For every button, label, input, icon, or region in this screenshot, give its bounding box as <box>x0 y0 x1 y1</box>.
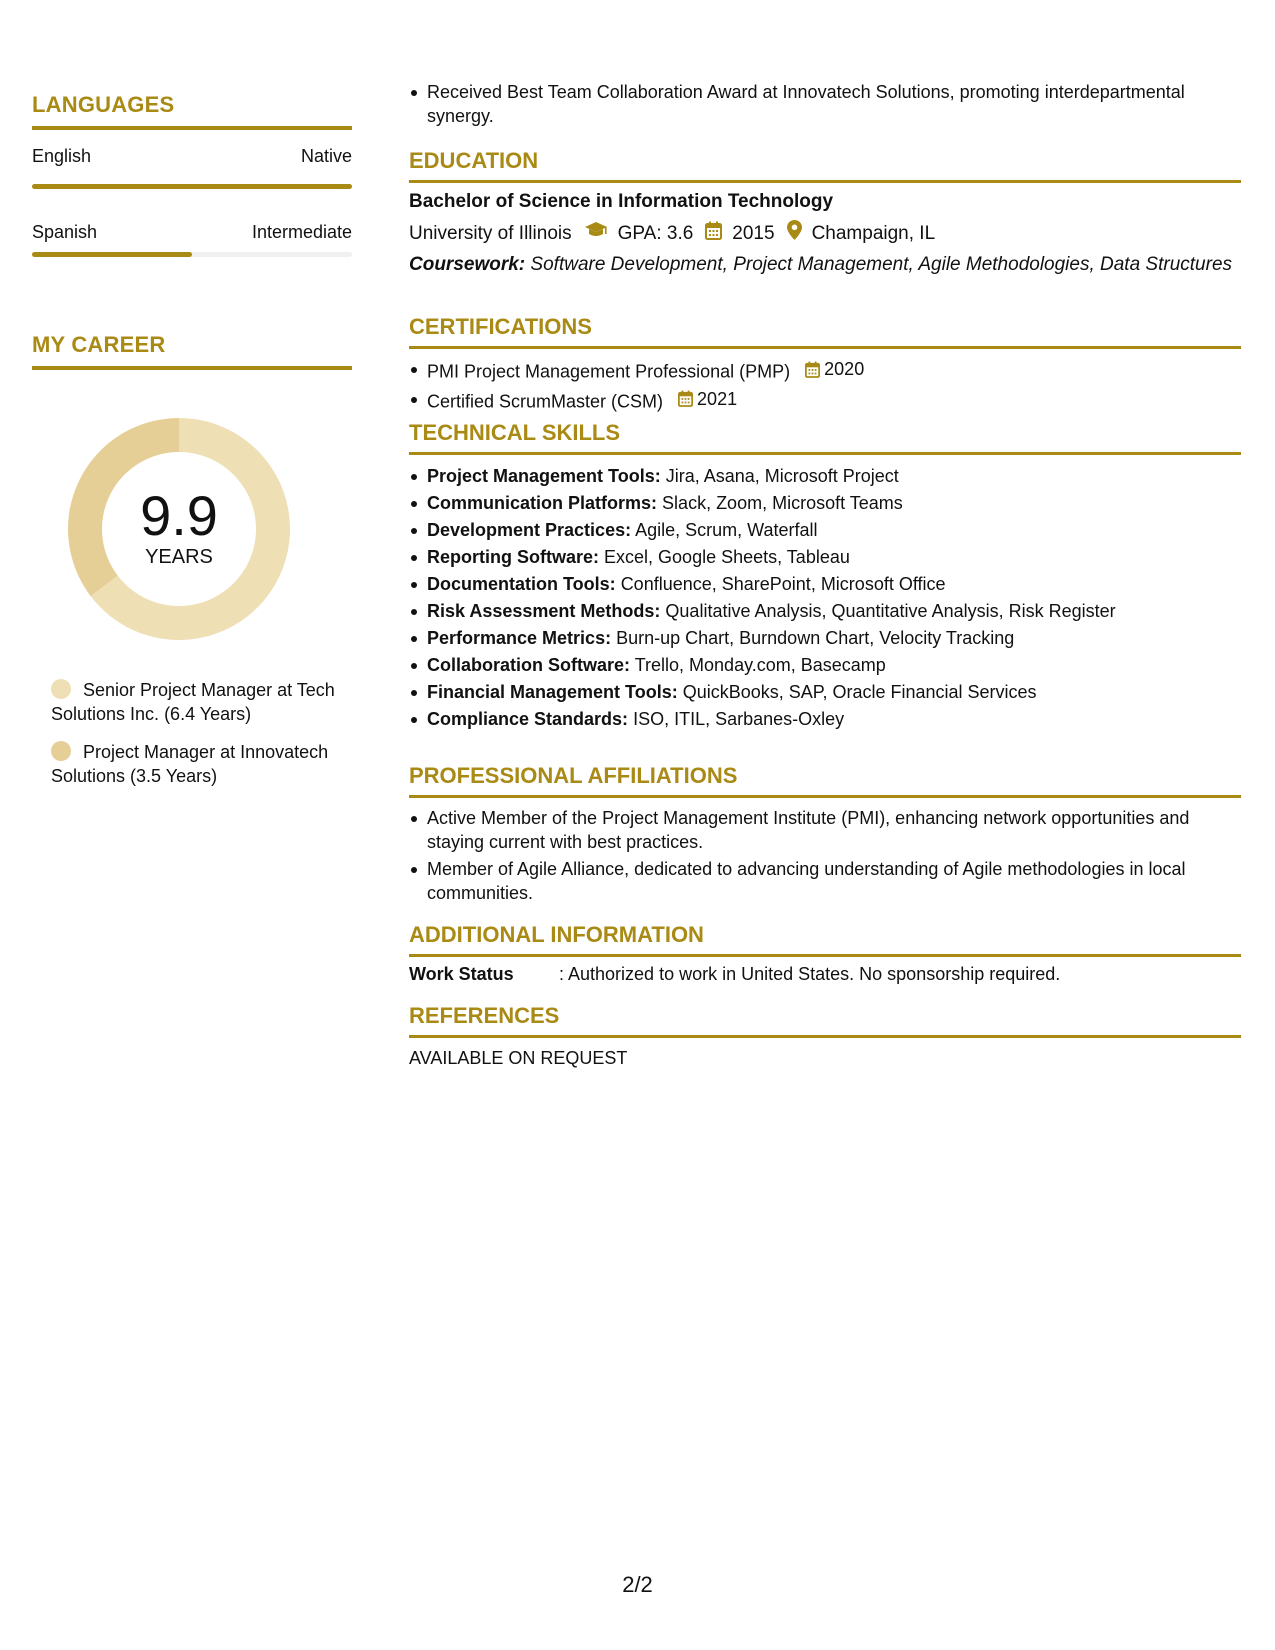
language-name: Spanish <box>32 222 98 242</box>
career-donut-chart <box>66 416 292 642</box>
language-level: Intermediate <box>251 222 352 242</box>
career-total <box>66 486 292 569</box>
skill-label: Development Practices: <box>427 520 632 540</box>
language-bar-english <box>32 184 352 189</box>
career-item-1 <box>51 678 351 726</box>
certification-name: PMI Project Management Professional (PMP) <box>427 361 791 382</box>
skill-label: Project Management Tools: <box>427 466 661 486</box>
skill-label: Communication Platforms: <box>427 493 658 513</box>
skill-value: QuickBooks, SAP, Oracle Financial Services <box>682 682 1037 702</box>
career-item-text: Senior Project Manager at Tech Solutions Inc. (6.4 Years) <box>51 680 335 724</box>
skill-value: Jira, Asana, Microsoft Project <box>665 466 899 486</box>
career-total-years: 9.9 <box>140 484 218 547</box>
page-number: 2/2 <box>622 1572 653 1597</box>
list-item: Active Member of the Project Management Institute (PMI), enhancing network opportunities and staying current with best practices. <box>427 806 1241 854</box>
certification-date <box>805 357 864 381</box>
coursework-text: Software Development, Project Management, Agile Methodologies, Data Structures <box>530 254 1233 275</box>
list-item <box>427 357 1241 384</box>
experience-continuation <box>409 80 1241 131</box>
certification-date <box>678 387 737 411</box>
technical-skills-list <box>409 464 1241 734</box>
skill-value: Qualitative Analysis, Quantitative Analysis, Risk Register <box>665 601 1116 621</box>
language-level: Native <box>300 146 352 166</box>
coursework-label: Coursework: <box>409 254 526 275</box>
skill-value: Trello, Monday.com, Basecamp <box>634 655 886 675</box>
skill-label: Compliance Standards: <box>427 709 629 729</box>
list-item <box>427 387 1241 414</box>
list-item: Received Best Team Collaboration Award at Innovatech Solutions, promoting interdepartmental synergy. <box>427 80 1241 128</box>
skill-label: Performance Metrics: <box>427 628 612 648</box>
skill-value: ISO, ITIL, Sarbanes-Oxley <box>633 709 845 729</box>
skill-label: Documentation Tools: <box>427 574 616 594</box>
legend-dot <box>51 679 71 699</box>
gpa: GPA: 3.6 <box>617 222 694 244</box>
skill-label: Reporting Software: <box>427 547 600 567</box>
language-bar-fill <box>32 184 352 189</box>
list-item <box>427 572 1241 596</box>
education-heading: EDUCATION <box>409 148 1241 183</box>
technical-skills-heading: TECHNICAL SKILLS <box>409 420 1241 455</box>
list-item <box>427 545 1241 569</box>
references-heading: REFERENCES <box>409 1003 1241 1038</box>
skill-label: Financial Management Tools: <box>427 682 678 702</box>
list-item <box>427 653 1241 677</box>
graduation-cap-icon <box>584 221 608 246</box>
affiliations-heading: PROFESSIONAL AFFILIATIONS <box>409 763 1241 798</box>
career-item-2 <box>51 740 351 788</box>
references-text: AVAILABLE ON REQUEST <box>409 1048 628 1068</box>
list-item <box>427 491 1241 515</box>
graduation-year: 2015 <box>732 222 775 244</box>
language-row-english <box>32 146 352 167</box>
certifications-list <box>409 357 1241 416</box>
career-item-text: Project Manager at Innovatech Solutions (3.5 Years) <box>51 742 329 786</box>
work-status-label: Work Status <box>409 964 514 984</box>
skill-label: Collaboration Software: <box>427 655 631 675</box>
degree-title: Bachelor of Science in Information Technology <box>409 191 834 212</box>
calendar-icon <box>678 390 693 407</box>
additional-info-heading: ADDITIONAL INFORMATION <box>409 922 1241 957</box>
additional-info <box>409 962 1241 986</box>
skill-value: Slack, Zoom, Microsoft Teams <box>662 493 903 513</box>
school-name: University of Illinois <box>409 222 572 244</box>
language-bar-spanish <box>32 252 352 257</box>
skill-value: Agile, Scrum, Waterfall <box>635 520 818 540</box>
education-entry <box>409 190 1241 277</box>
career-heading: MY CAREER <box>32 332 352 370</box>
list-item <box>427 599 1241 623</box>
certification-year: 2020 <box>824 359 865 379</box>
list-item <box>427 707 1241 731</box>
list-item <box>427 518 1241 542</box>
coursework <box>409 253 1241 277</box>
skill-value: Excel, Google Sheets, Tableau <box>604 547 850 567</box>
calendar-icon <box>705 221 722 247</box>
education-meta <box>409 220 1241 247</box>
work-status-value: : Authorized to work in United States. No sponsorship required. <box>559 964 1061 984</box>
calendar-icon <box>805 361 820 378</box>
list-item <box>427 626 1241 650</box>
list-item <box>427 680 1241 704</box>
language-bar-fill <box>32 252 192 257</box>
list-item: Member of Agile Alliance, dedicated to advancing understanding of Agile methodologies in local communities. <box>427 857 1241 905</box>
skill-value: Confluence, SharePoint, Microsoft Office <box>620 574 946 594</box>
certifications-heading: CERTIFICATIONS <box>409 314 1241 349</box>
skill-label: Risk Assessment Methods: <box>427 601 661 621</box>
language-name: English <box>32 146 92 166</box>
legend-dot <box>51 741 71 761</box>
skill-value: Burn-up Chart, Burndown Chart, Velocity Tracking <box>616 628 1015 648</box>
affiliations-list <box>409 806 1241 908</box>
career-total-unit: YEARS <box>145 546 213 568</box>
languages-heading: LANGUAGES <box>32 92 352 130</box>
certification-name: Certified ScrumMaster (CSM) <box>427 391 664 411</box>
location-pin-icon <box>787 220 802 247</box>
certification-year: 2021 <box>697 388 738 409</box>
school-location: Champaign, IL <box>811 222 936 244</box>
language-row-spanish <box>32 222 352 243</box>
list-item <box>427 464 1241 488</box>
